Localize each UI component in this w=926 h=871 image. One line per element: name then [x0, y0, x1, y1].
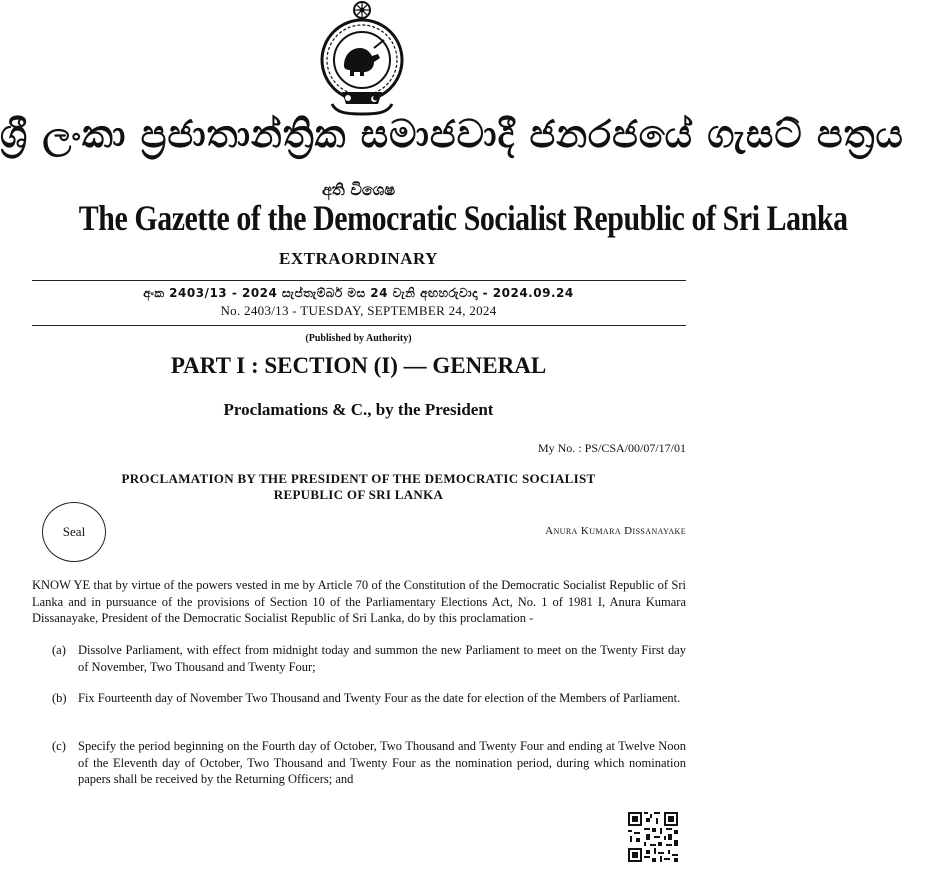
reference-number: My No. : PS/CSA/00/07/17/01	[537, 441, 686, 455]
proclamation-title-line-1: PROCLAMATION BY THE PRESIDENT OF THE DEMOCRATIC SOCIALIST	[121, 471, 596, 486]
proclamation-title-line-2: REPUBLIC OF SRI LANKA	[273, 487, 444, 502]
english-gazette-title-text: The Gazette of the Democratic Socialist Republic of Sri Lanka	[78, 198, 848, 238]
divider-bottom	[32, 325, 686, 326]
english-gazette-title	[0, 197, 848, 239]
seal-circle	[42, 502, 106, 562]
item-text: Specify the period beginning on the Fourth day of October, Two Thousand and Twenty Four and ending at Twelve Noon of the Eleventh day of October, Two Thousand and Twenty Four as the nomination period, during which nomination papers shall be received by the Returning Officers; and	[78, 739, 686, 786]
issue-line-sinhala: අංක 2403/13 - 2024 සැප්තැම්බර් මස 24 වැනි අඟහරුවාදා - 2024.09.24	[143, 286, 574, 300]
sinhala-extraordinary-label: අති විශෙෂ	[321, 180, 396, 199]
seal-label: Seal	[62, 524, 86, 539]
published-by-authority: (Published by Authority)	[305, 333, 412, 344]
proclamation-item	[52, 642, 686, 675]
item-label: (a)	[52, 643, 66, 657]
part-heading: PART I : SECTION (I) — GENERAL	[170, 353, 547, 378]
item-label: (c)	[52, 739, 66, 753]
qr-code-icon[interactable]	[628, 812, 678, 862]
proclamation-title	[0, 471, 717, 503]
proclamation-item	[52, 738, 686, 788]
proclamation-intro: KNOW YE that by virtue of the powers vested in me by Article 70 of the Constitution of the Democratic Socialist Republic of Sri Lanka and in pursuance of the provisions of Section 10 of the Parliamentary Elections Act, No. 1 of 1981 I, Anura Kumara Dissanayake, President of the Democratic Socialist Republic of Sri Lanka, do by this proclamation -	[32, 578, 686, 625]
national-emblem-icon	[314, 0, 410, 118]
sinhala-gazette-title: ශ්‍රී ලංකා ප්‍රජාතාන්ත්‍රික සමාජවාදී ජනරජයේ ගැසට් පත්‍රය	[0, 112, 904, 156]
item-label: (b)	[52, 691, 67, 705]
item-text: Dissolve Parliament, with effect from midnight today and summon the new Parliament to meet on the Twenty First day of November, Two Thousand and Twenty Four;	[78, 643, 686, 674]
extraordinary-label: EXTRAORDINARY	[279, 249, 438, 268]
item-text: Fix Fourteenth day of November Two Thousand and Twenty Four as the date for election of the Members of Parliament.	[78, 691, 681, 705]
signer-name: Anura Kumara Dissanayake	[545, 525, 686, 537]
proclamation-item	[52, 690, 686, 707]
issue-line-english: No. 2403/13 - TUESDAY, SEPTEMBER 24, 2024	[220, 303, 497, 318]
proclamations-heading: Proclamations & C., by the President	[223, 400, 494, 419]
divider-top	[32, 280, 686, 281]
